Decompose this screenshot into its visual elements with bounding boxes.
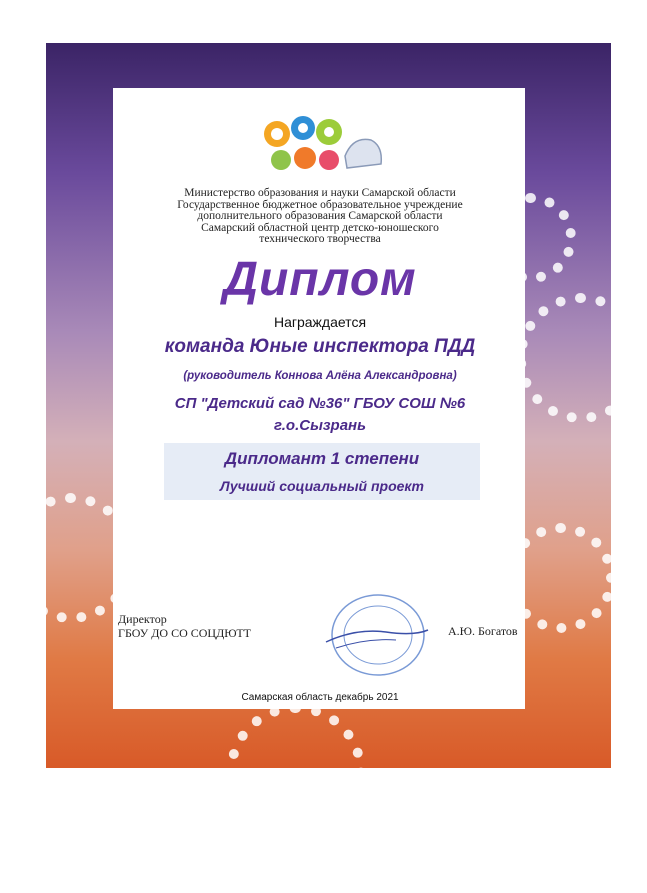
award-degree: Дипломант 1 степени — [224, 449, 420, 468]
organization-header — [130, 188, 510, 246]
logo-icon — [257, 112, 385, 178]
diploma-title: Диплом — [223, 253, 417, 306]
director-title: Директор — [118, 612, 167, 626]
awarded-label: Награждается — [273, 314, 367, 330]
city-name: г.о.Сызрань — [273, 417, 367, 434]
gear-icon — [226, 703, 366, 768]
awardee-team: команда Юные инспектора ПДД — [164, 336, 476, 357]
organization-line: дополнительного образования Самарской области — [197, 210, 443, 222]
stamp-icon — [316, 590, 436, 680]
organization-line: Министерство образования и науки Самарской области — [184, 187, 456, 199]
director-organization: ГБОУ ДО СО СОЦДЮТТ — [118, 626, 251, 640]
organization-line: Самарский областной центр детско-юношеского — [201, 221, 439, 234]
place-and-date: Самарская область декабрь 2021 — [241, 692, 399, 703]
school-name: СП "Детский сад №36" ГБОУ СОШ №6 — [174, 395, 466, 412]
organization-line: Государственное бюджетное образовательное учреждение — [177, 198, 463, 211]
gear-icon — [516, 293, 611, 423]
award-nomination: Лучший социальный проект — [220, 478, 424, 494]
director-position — [118, 612, 251, 640]
team-leader: (руководитель Коннова Алёна Александровна) — [183, 370, 457, 382]
director-name: А.Ю. Богатов — [448, 624, 518, 638]
organization-line: технического творчества — [259, 233, 381, 245]
